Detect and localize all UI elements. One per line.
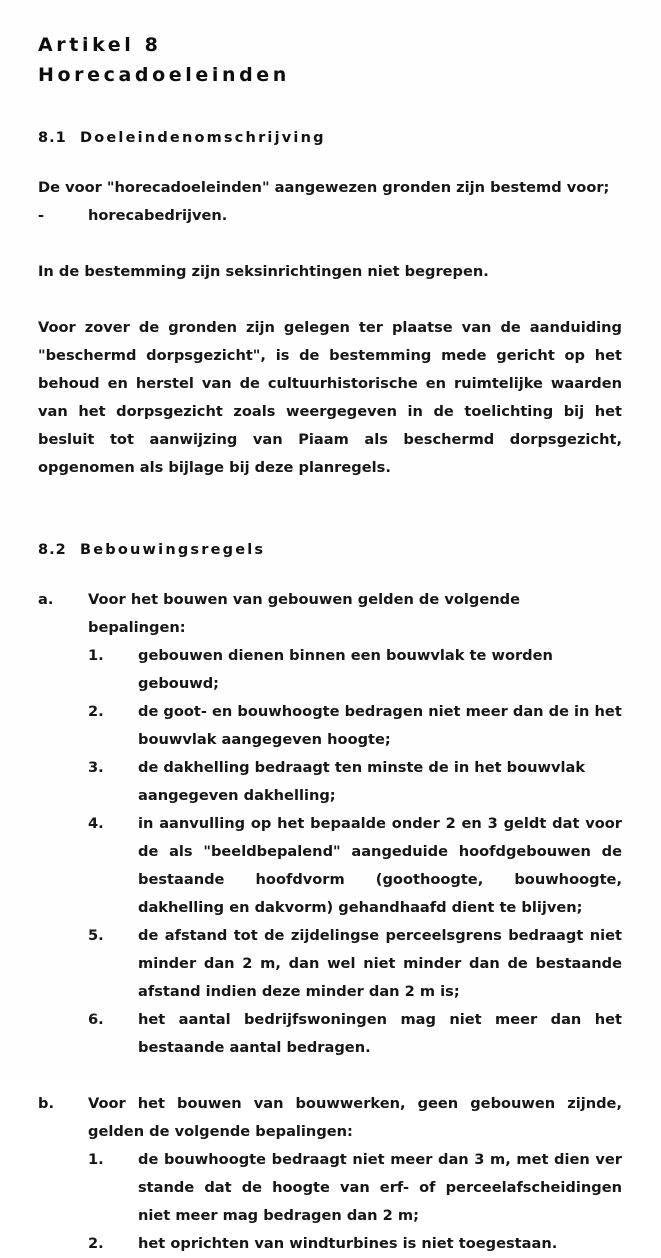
dash-item-text: horecabedrijven. — [88, 207, 228, 224]
section-8-1-intro: De voor "horecadoeleinden" aangewezen gronden zijn bestemd voor; — [38, 179, 610, 196]
section-8-1-paragraph-2: In de bestemming zijn seksinrichtingen niet begrepen. — [38, 263, 489, 280]
number-marker: 2. — [88, 703, 104, 720]
number-item-text: de dakhelling bedraagt ten minste de in het bouwvlak aangegeven dakhelling; — [138, 759, 586, 804]
spacer — [38, 482, 622, 522]
section-heading-8-1 — [38, 130, 622, 146]
number-item-text: de afstand tot de zijdelingse perceelsgrens bedraagt niet minder dan 2 m, dan wel niet minder dan de bestaande afstand indien deze minder dan 2 m is; — [138, 927, 622, 1000]
section-number: 8.2 — [38, 542, 67, 558]
number-marker: 1. — [88, 647, 104, 664]
list-item — [88, 1146, 622, 1230]
list-item — [38, 1090, 622, 1146]
list-item — [88, 1006, 622, 1062]
number-marker: 2. — [88, 1235, 104, 1252]
document-content — [38, 30, 622, 1258]
number-item-text: het aantal bedrijfswoningen mag niet meer dan het bestaande aantal bedragen. — [138, 1011, 622, 1056]
spacer — [38, 286, 622, 314]
alpha-marker: a. — [38, 591, 54, 608]
alpha-item-lead: Voor het bouwen van gebouwen gelden de volgende bepalingen: — [88, 591, 520, 636]
spacer — [38, 558, 622, 586]
alpha-item-body — [88, 586, 622, 642]
section-title: Bebouwingsregels — [80, 542, 266, 558]
section-heading-8-2 — [38, 542, 622, 558]
spacer — [38, 146, 622, 174]
list-item — [88, 922, 622, 1006]
list-item — [38, 202, 622, 230]
number-marker: 3. — [88, 759, 104, 776]
list-item — [88, 642, 622, 698]
list-item — [88, 1230, 622, 1258]
number-item-text: de goot- en bouwhoogte bedragen niet meer dan de in het bouwvlak aangegeven hoogte; — [138, 703, 622, 748]
alpha-item-lead: Voor het bouwen van bouwwerken, geen gebouwen zijnde, gelden de volgende bepalingen: — [88, 1095, 622, 1140]
dash-marker: - — [38, 207, 45, 224]
spacer — [38, 1062, 622, 1090]
number-marker: 5. — [88, 927, 104, 944]
spacer — [38, 230, 622, 258]
spacer — [38, 90, 622, 130]
number-item-text: de bouwhoogte bedraagt niet meer dan 3 m, met dien ver stande dat de hoogte van erf- of perceelafscheidingen niet meer mag bedragen dan 2 m; — [138, 1151, 622, 1224]
alpha-marker: b. — [38, 1095, 54, 1112]
alpha-item-body — [88, 1090, 622, 1146]
spacer — [38, 522, 622, 542]
number-item-text: het oprichten van windturbines is niet toegestaan. — [138, 1235, 558, 1252]
list-item — [88, 698, 622, 754]
list-item — [88, 810, 622, 922]
number-item-text: gebouwen dienen binnen een bouwvlak te worden gebouwd; — [138, 647, 553, 692]
number-marker: 4. — [88, 815, 104, 832]
article-title: Horecadoeleinden — [38, 64, 290, 86]
section-number: 8.1 — [38, 130, 67, 146]
article-number: Artikel 8 — [38, 34, 162, 56]
list-item — [38, 586, 622, 642]
list-item — [88, 754, 622, 810]
sublist-a — [88, 642, 622, 1062]
section-8-1-paragraph-3: Voor zover de gronden zijn gelegen ter plaatse van de aanduiding "beschermd dorpsgezicht", is de bestemming mede gericht op het behoud en herstel van de cultuurhistorische en ruimtelijke waarden van het dorpsgezicht zoals weergegeven in de toelichting bij het besluit tot aanwijzing van Piaam als beschermd dorpsgezicht, opgenomen als bijlage bij deze planregels. — [38, 319, 622, 476]
section-title: Doeleindenomschrijving — [80, 130, 326, 146]
sublist-b — [88, 1146, 622, 1258]
number-marker: 1. — [88, 1151, 104, 1168]
number-marker: 6. — [88, 1011, 104, 1028]
number-item-text: in aanvulling op het bepaalde onder 2 en 3 geldt dat voor de als "beeldbepalend" aangeduide hoofdgebouwen de bestaande hoofdvorm (goothoogte, bouwhoogte, dakhelling en dakvorm) gehandhaafd dient te blijven; — [138, 815, 622, 916]
